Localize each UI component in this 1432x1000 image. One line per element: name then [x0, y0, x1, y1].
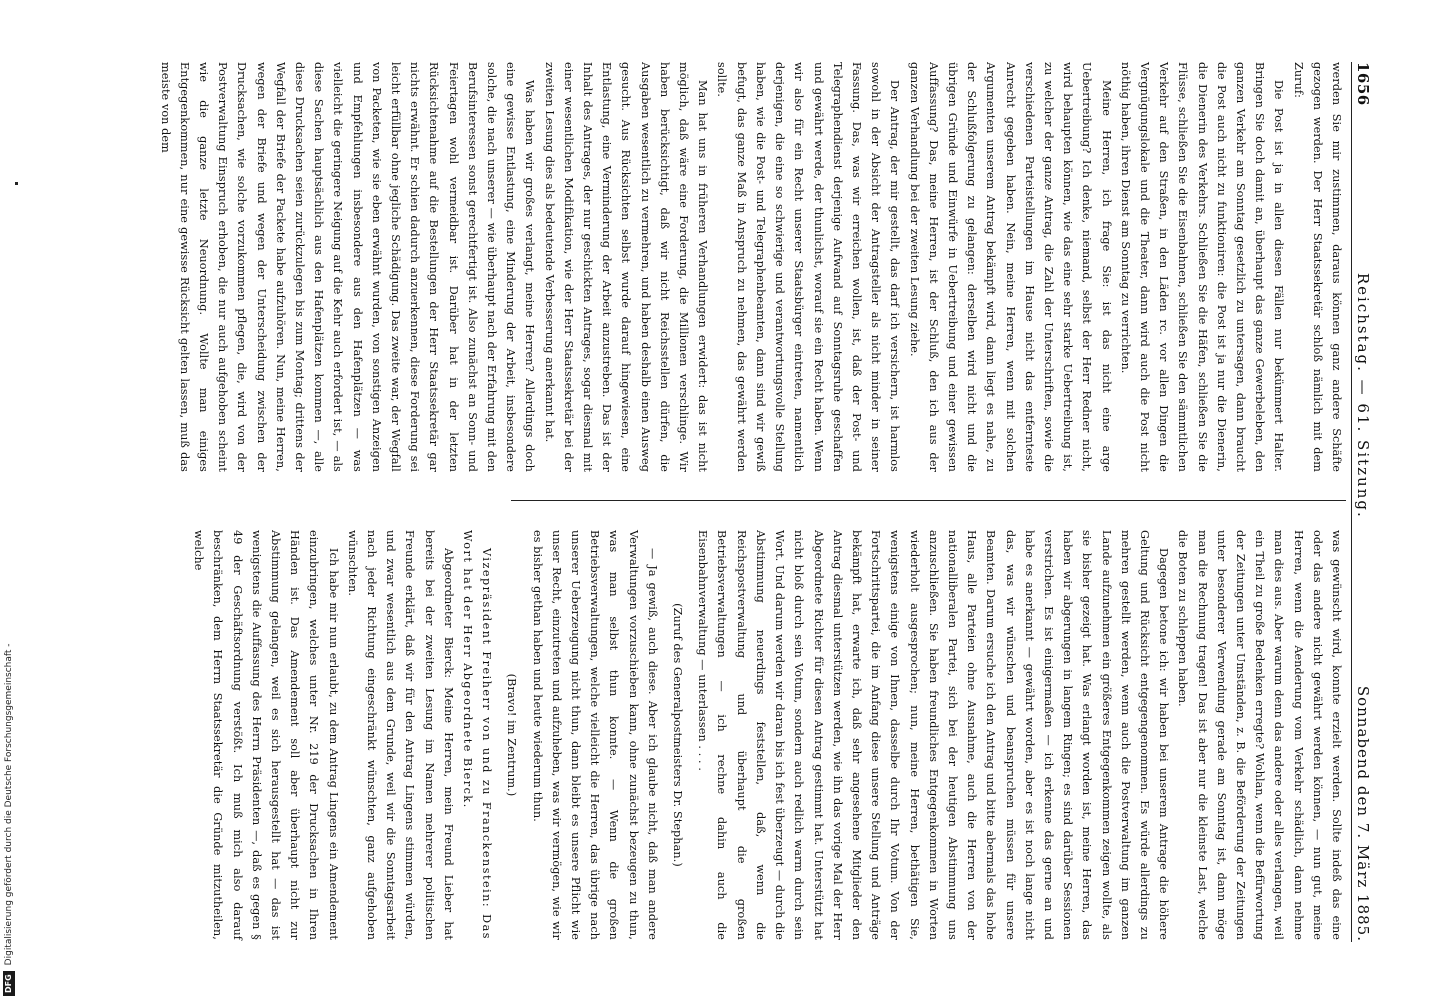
paragraph: Meine Herren, ich frage Sie: ist das nicht eine arge Uebertreibung? Ich denke, niemand, selbst der Herr Redner nicht, wird behaupten können, wie das eine sehr starke Uebertreibung ist, zu welcher der ganze Antrag, die Zahl der Unterschriften, sowie die verschiedenen Parteistellungen im Hause nicht das entfernteste Anrecht gegeben haben. Nein, meine Herren, wenn mit solchen Argumenten unserem Antrag bekämpft wird, dann liegt es nahe, zu der Schlußfolgerung zu gelangen: derselben wird nicht und die übrigen Gründe und Einwürfe in Uebertreibung und einer gewissen Auffassung? Das, meine Herren, ist der Schluß, den ich aus der ganzen Verhandlung bei der zweiten Lesung ziehe. [907, 62, 1113, 472]
page-title: Reichstag. — 61. Sitzung. [1354, 272, 1372, 519]
dfg-logo: DFG [3, 971, 15, 996]
right-column [192, 530, 1346, 940]
paragraph: Man hat uns in früheren Verhandlungen erwidert: das ist nicht möglich, daß wäre eine Forderung, die Millionen verschlinge. Wir haben berücksichtigt, daß wir nicht Reichsstellen dürfen, die Ausgaben wesentlich zu vermehren, und haben deshalb einen Ausweg gesucht. Aus Rücksichten selbst wurde darauf hingewiesen, eine Entlastung, eine Verminderung der Arbeit anzustreben. Das ist der Inhalt des Antrages, der nur geschickten Antrages, sogar diesmal mit einer wesentlichen Modifikation, wie der Herr Staatssekretär bei der zweiten Lesung dies als bedeutende Verbesserung anerkannt hat. [542, 62, 710, 472]
interjection: (Zuruf des Generalpostmeisters Dr. Stephan.) [671, 603, 685, 867]
paragraph: — Ja gewiß, auch diese. Aber ich glaube nicht, daß man andere Verwaltungen vorzuschieben kann, ohne zunächst bezeugen zu thun, was man selbst thun konnte. — Wenn die großen Betriebsverwaltungen, welche vielleicht die Herren, das übrige nach unserer Ueberzeugung nicht thun, dann bleibt es unsere Pflicht wie unser Recht, einzutreten und aufzuheben, was wir vermögen, wie wir es bisher gethan haben und heute wiederum thun. [530, 530, 659, 940]
quote-paragraph: Die Post ist ja in allen diesen Fällen nur bekümmert Halter. Bringen Sie doch damit an, überhaupt das ganze Gewerbeleben, den ganzen Verkehr am Sonntag gesetzlich zu untersagen, dann braucht die Post auch nicht zu funktioniren: die Post ist ja nur die Dienerin, die Dienerin des Verkehrs. Schließen Sie die Häfen, schließen Sie die Flüsse, schließen Sie die Eisenbahnen, schließen Sie den sämmtlichen Verkehr auf den Straßen, in den Läden rc. vor allen Dingen die Vergnügungslokale und die Theater, dann wird auch die Post nicht nöthig haben, ihren Dienst am Sonntag zu verrichten. [1118, 62, 1286, 472]
page-header [1351, 62, 1382, 942]
column-divider [511, 500, 1346, 501]
left-column [158, 62, 1346, 472]
paragraph: werden Sie mir zustimmen, daraus können ganz andere Schäfte gezogen werden. Der Herr Staatssekretär schloß nämlich mit dem Zuruf: [1291, 62, 1343, 472]
paragraph: was gewünscht wird, konnte erzielt werden. Sollte indeß das eine oder das andere nicht gewährt werden können, — nun gut, meine Herren, wenn die Aenderung vom Verkehr schädlich, dann nehme man dies aus. Aber warum denn das andere oder alles verlangen, weil ein Theil zu große Bedenken erregte? Wohlan, wenn die Befürwortung der Zeitungen unter Umständen, z. B. die Beförderung der Zeitungen unter besonderer Verwendung gerade am Sonntag ist, dann möge man die Rechnung tragen! Das ist aber nur die kleinste Last, welche die Boten zu schleppen haben. [1176, 530, 1343, 940]
speaker-announcement: Vizepräsident Freiherr von und zu Franckenstein: Das Wort hat der Herr Abgeordnete Bierck. [461, 530, 494, 940]
digitization-note-text: Digitalisierung gefördert durch die Deutsche Forschungsgemeinschaft - [4, 643, 14, 966]
session-date: Sonnabend den 7. März 1885. [1354, 685, 1372, 942]
paragraph: Ich habe mir nun erlaubt, zu dem Antrag Lingens ein Amendement einzubringen, welches unter Nr. 219 der Drucksachen in Ihren Händen ist. Das Amendement soll aber überhaupt nicht zur Abstimmung gelangen, weil es sich herausgestellt hat — das ist wenigstens die Auffassung des Herrn Präsidenten —, daß es gegen § 49 der Geschäftsordnung verstößt. Ich muß mich also darauf beschränken, dem Herrn Staatssekretär die Gründe mitzutheilen, welche [192, 530, 340, 940]
paragraph: Der Antrag, der mir gestellt, das darf ich versichern, ist harmlos sowohl in der Absicht der Antragsteller als nicht minder in seiner Fassung. Das, was wir erreichen wollen, ist, daß der Post- und Telegraphendienst derjenige Aufwand auf Sonntagsruhe geschaffen und gewährt werde, der thunlichst, worauf sie ein Recht haben. Wenn wir also für ein Recht unserer Staatsbürger eintreten, namentlich derjenigen, die eine so schwierige und verantwortungsvolle Stellung haben, wie die Post- und Telegraphenbeamten, dann sind wir gewiß befugt, das ganze Maß in Anspruch zu nehmen, das gewährt werden sollte. [715, 62, 902, 472]
page-number: 1656 [1354, 62, 1372, 106]
applause-note: (Bravo! im Zentrum.) [505, 673, 519, 797]
paragraph: Abgeordneter Bierck: Meine Herren, mein Freund Lieber hat bereits bei der zweiten Lesung im Namen mehrerer politischen Freunde erklärt, daß wir für den Antrag Lingens stimmen würden, und zwar wesentlich aus dem Grunde, weil wir die Sonntagsarbeit nach jeder Richtung eingeschränkt wünschten, ganz aufgehoben wünschten. [345, 530, 455, 940]
paragraph: Was haben wir großes verlangt, meine Herren? Allerdings doch eine gewisse Entlastung, eine Minderung der Arbeit, insbesondere solche, die nach unserer — wie überhaupt nach der Erfahrung mit den Berufsinteressen sonst gerechtfertigt ist. Also zunächst an Sonn- und Feiertagen wohl vermeidbar ist. Darüber hat in der letzten Rücksichtenahme auf die Bestellungen der Herr Staatssekretär gar nichts erwähnt. Er schien dadurch anzuerkennen, diese Forderung sei leicht erfüllbar ohne jegliche Schädigung. Das zweite war, der Wegfall von Packeten, wie sie eben erwähnt wurden, von sonstigen Anzeigen und Empfehlungen insbesondere aus den Hafenplätzen — was vielleicht die geringere Neigung auf die Kehr auch erfordert ist, — als diese Sachen hauptsächlich aus den Hafenplätzen kommen —, alle diese Drucksachen seien zurückzulegen bis zum Montag; drittens der Wegfall der Briefe der Packete habe aufzuhören. Nun, meine Herren, wegen der Briefe und wegen der Unterscheidung zwischen der Drucksachen, wie solche vorzukommen pflegen, die, wird von der Postverwaltung Einspruch erhoben, die nur auch aufgehoben scheint wie die ganze letzte Neuordnung. Wollte man einiges Entgegenkommen, nur eine gewisse Rücksicht gelten lassen, muß das meiste von dem [158, 62, 537, 472]
paragraph: Dagegen betone ich: wir haben bei unserem Antrage die höhere Geltung und Rücksicht entgegengenommen. Es würde allerdings zu mehren gestellt werden, wenn auch die Postverwaltung im ganzen Lande aufzunehmen ein größeres Entgegenkommen zeigen wollte, als sie bisher gezeigt hat. Was erlangt worden ist, meine Herren, das haben wir abgerungen in langem Ringen; es sind darüber Sessionen verstrichen. Es ist einigermaßen — ich erkenne das gerne an und habe es anerkannt — gewährt worden, aber es ist noch lange nicht das, was wir wünschen und beanspruchen müssen für unsere Beamten. Darum ersuche ich den Antrag und bitte abermals das hohe Haus, alle Parteien ohne Ausnahme, auch die Herren von der nationalliberalen Partei, sich bei der heutigen Abstimmung uns anzuschließen. Sie haben freundliches Entgegenkommen in Worten wiederholt ausgesprochen; nun, meine Herren, bethätigen Sie, wenigstens einige von Ihnen, dasselbe durch Ihr Votum. Von der Fortschrittspartei, die im Anfang diese unsere Stellung und Anträge bekämpft hat, erwarte ich, daß sehr angesehene Mitglieder den Antrag diesmal unterstützen werden, wie ihn das vorige Mal der Herr Abgeordnete Richter für diesen Antrag gestimmt hat. Unterstützt hat nicht bloß durch sein Votum, sondern auch redlich warm durch sein Wort. Und darum werden wir daran bis ich fest überzeugt — durch die Abstimmung neuerdings feststellen, daß, wenn die Reichspostverwaltung und überhaupt die großen Betriebsverwaltungen — ich rechne dahin auch die Eisenbahnverwaltung — unterlassen . . . . [696, 530, 1171, 940]
